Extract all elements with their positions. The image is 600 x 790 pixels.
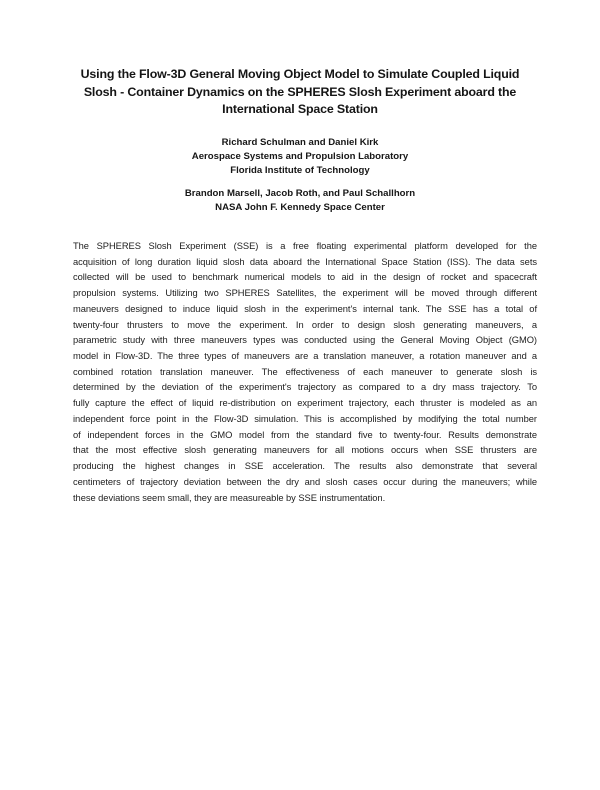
- abstract-line: fully capture the effect of liquid re-distribution on experiment trajectory, each thruster is modeled as an: [73, 398, 537, 409]
- affiliation-block-nasa: [60, 187, 540, 215]
- abstract-line: these deviations seem small, they are measureable by SSE instrumentation.: [73, 492, 386, 503]
- abstract-paragraph: [73, 239, 537, 506]
- abstract-line: propulsion systems. Utilizing two SPHERES Satellites, the experiment will be moved through different: [73, 288, 537, 299]
- paper-title: [68, 66, 532, 119]
- title-line: International Space Station: [222, 102, 378, 116]
- affiliation-block-fit: [60, 136, 540, 178]
- abstract-line: combined rotation translation maneuver. The effectiveness of each maneuver to generate slosh is: [73, 366, 537, 377]
- institution-name: NASA John F. Kennedy Space Center: [215, 202, 385, 213]
- lab-name: Aerospace Systems and Propulsion Laboratory: [191, 151, 409, 162]
- abstract-line: acquisition of long duration liquid slosh data aboard the International Space Station (ISS). The data sets: [73, 256, 537, 267]
- abstract-line: independent force point in the Flow-3D simulation. This is accomplished by modifying the total number: [73, 413, 537, 424]
- abstract-line: The SPHERES Slosh Experiment (SSE) is a free floating experimental platform developed for the: [73, 241, 537, 251]
- abstract-line: centimeters of trajectory deviation between the dry and slosh cases occur during the maneuvers; while: [73, 476, 537, 487]
- author-names: Richard Schulman and Daniel Kirk: [221, 137, 379, 148]
- abstract-line: that the most effective slosh generating maneuvers for all motions occurs when SSE thrusters are: [73, 445, 537, 456]
- abstract-line: of independent forces in the GMO model from the standard five to twenty-four. Results demonstrate: [73, 429, 537, 440]
- institution-name: Florida Institute of Technology: [230, 165, 370, 176]
- abstract-line: twenty-four thrusters to move the experiment. In order to design slosh generating maneuvers, a: [73, 319, 537, 330]
- title-line: Using the Flow-3D General Moving Object Model to Simulate Coupled Liquid: [80, 67, 520, 81]
- abstract-line: collected will be used to benchmark numerical models to aid in the design of rocket and spacecraft: [73, 272, 537, 283]
- abstract-line: producing the highest changes in SSE acceleration. The results also demonstrate that several: [73, 461, 537, 472]
- abstract-line: model in Flow-3D. The three types of maneuvers are a translation maneuver, a rotation maneuver and a: [73, 351, 537, 362]
- title-line: Slosh - Container Dynamics on the SPHERES Slosh Experiment aboard the: [83, 84, 517, 99]
- abstract-line: maneuvers designed to induce liquid slosh in the experiment's internal tank. The SSE has a total of: [73, 303, 537, 314]
- author-names: Brandon Marsell, Jacob Roth, and Paul Schallhorn: [184, 188, 416, 199]
- abstract-line: determined by the deviation of the experiment's trajectory as compared to a dry mass trajectory. To: [73, 382, 537, 393]
- abstract-line: parametric study with three maneuvers types was conducted using the General Moving Object (GMO): [73, 335, 537, 346]
